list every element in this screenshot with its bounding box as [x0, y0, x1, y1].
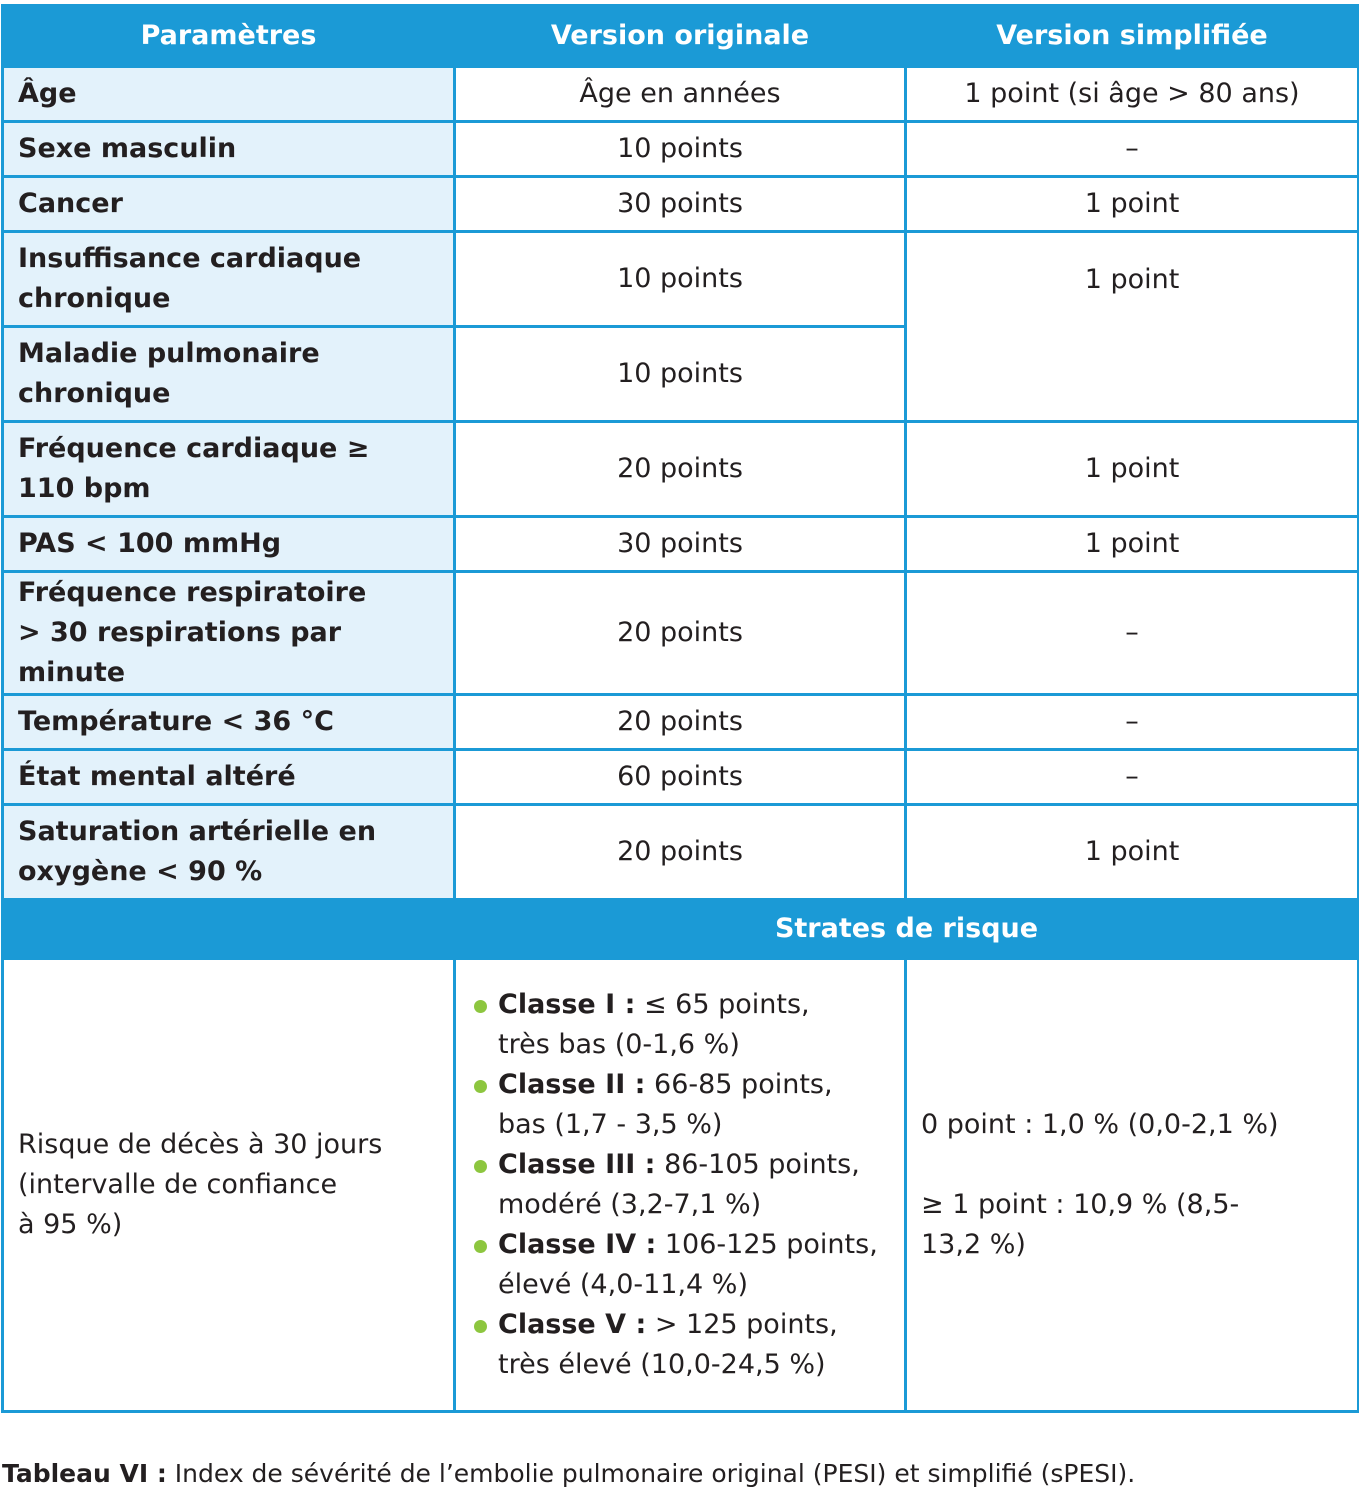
original-cell: 10 points — [455, 327, 906, 422]
table-caption — [2, 1456, 1135, 1492]
param-cell — [3, 805, 455, 900]
simplified-cell: 1 point — [906, 232, 1359, 327]
param-cell — [3, 232, 455, 327]
original-cell: 20 points — [455, 422, 906, 517]
simplified-cell: – — [906, 122, 1359, 177]
simplified-risk-line: 13,2 %) — [921, 1229, 1026, 1260]
class-range: 86-105 points, — [655, 1149, 860, 1180]
table-row — [3, 517, 1359, 572]
table-row — [3, 805, 1359, 900]
param-line: Maladie pulmonaire — [18, 338, 320, 369]
original-cell: 30 points — [455, 517, 906, 572]
risk-classes-cell — [455, 959, 906, 1412]
simplified-cell: 1 point — [906, 177, 1359, 232]
bullet-dot-icon — [474, 1160, 487, 1173]
simplified-cell: 1 point — [906, 422, 1359, 517]
class-name: Classe II : — [498, 1069, 646, 1100]
simplified-cell: 1 point — [906, 805, 1359, 900]
table-header-row — [3, 6, 1359, 67]
original-cell: 30 points — [455, 177, 906, 232]
class-risk: bas (1,7 - 3,5 %) — [498, 1109, 723, 1140]
simplified-cell: – — [906, 695, 1359, 750]
table-row — [3, 572, 1359, 695]
risk-label-cell — [3, 959, 455, 1412]
class-name: Classe IV : — [498, 1229, 657, 1260]
table-row — [3, 122, 1359, 177]
class-range: ≤ 65 points, — [635, 989, 810, 1020]
strata-header: Strates de risque — [455, 900, 1359, 959]
list-item — [470, 1145, 890, 1225]
param-cell: État mental altéré — [3, 750, 455, 805]
param-cell: Âge — [3, 67, 455, 122]
param-line: Fréquence respiratoire — [18, 577, 367, 608]
bullet-dot-icon — [474, 1320, 487, 1333]
strata-header-row — [3, 900, 1359, 959]
param-cell — [3, 422, 455, 517]
param-line: 110 bpm — [18, 473, 151, 504]
class-name: Classe III : — [498, 1149, 656, 1180]
param-cell — [3, 572, 455, 695]
strata-header-empty — [3, 900, 455, 959]
original-cell: 10 points — [455, 122, 906, 177]
simplified-risk-line: ≥ 1 point : 10,9 % (8,5- — [921, 1189, 1240, 1220]
simplified-cell: 1 point (si âge > 80 ans) — [906, 67, 1359, 122]
class-risk: élevé (4,0-11,4 %) — [498, 1269, 749, 1300]
class-range: 106-125 points, — [656, 1229, 878, 1260]
table-row — [3, 327, 1359, 422]
original-cell: 20 points — [455, 805, 906, 900]
class-name: Classe I : — [498, 989, 636, 1020]
original-cell: 20 points — [455, 572, 906, 695]
table-row — [3, 177, 1359, 232]
param-line: Saturation artérielle en — [18, 816, 377, 847]
header-parametres: Paramètres — [3, 6, 455, 67]
param-cell — [3, 327, 455, 422]
simplified-cell-empty — [906, 327, 1359, 422]
list-item — [470, 985, 890, 1065]
header-version-originale: Version originale — [455, 6, 906, 67]
simplified-cell: 1 point — [906, 517, 1359, 572]
simplified-cell: – — [906, 750, 1359, 805]
list-item — [470, 1225, 890, 1305]
caption-label: Tableau VI : — [2, 1459, 167, 1488]
simplified-risk-cell — [906, 959, 1359, 1412]
class-risk: modéré (3,2-7,1 %) — [498, 1189, 762, 1220]
original-cell: Âge en années — [455, 67, 906, 122]
header-version-simplifiee: Version simplifiée — [906, 6, 1359, 67]
caption-text: Index de sévérité de l’embolie pulmonaire original (PESI) et simplifié (sPESI). — [166, 1459, 1136, 1488]
param-line: > 30 respirations par minute — [18, 617, 342, 688]
risk-row — [3, 959, 1359, 1412]
param-line: Insuffisance cardiaque — [18, 243, 362, 274]
param-cell: Cancer — [3, 177, 455, 232]
class-range: 66-85 points, — [645, 1069, 833, 1100]
pesi-table — [1, 4, 1359, 1413]
risk-label-line: (intervalle de confiance — [18, 1169, 338, 1200]
simplified-risk-line: 0 point : 1,0 % (0,0-2,1 %) — [921, 1109, 1279, 1140]
table-row — [3, 67, 1359, 122]
param-cell: Sexe masculin — [3, 122, 455, 177]
original-cell: 10 points — [455, 232, 906, 327]
table-row — [3, 695, 1359, 750]
class-risk: très élevé (10,0-24,5 %) — [498, 1349, 826, 1380]
param-line: chronique — [18, 378, 171, 409]
class-risk: très bas (0-1,6 %) — [498, 1029, 740, 1060]
param-line: oxygène < 90 % — [18, 856, 263, 887]
original-cell: 60 points — [455, 750, 906, 805]
list-item — [470, 1305, 890, 1385]
simplified-cell: – — [906, 572, 1359, 695]
table-row — [3, 750, 1359, 805]
bullet-dot-icon — [474, 1000, 487, 1013]
list-item — [470, 1065, 890, 1145]
risk-label-line: Risque de décès à 30 jours — [18, 1129, 383, 1160]
table-row — [3, 232, 1359, 327]
param-line: Fréquence cardiaque ≥ — [18, 433, 370, 464]
param-cell: Température < 36 °C — [3, 695, 455, 750]
original-cell: 20 points — [455, 695, 906, 750]
param-cell: PAS < 100 mmHg — [3, 517, 455, 572]
bullet-dot-icon — [474, 1080, 487, 1093]
bullet-dot-icon — [474, 1240, 487, 1253]
table-row — [3, 422, 1359, 517]
risk-classes-list — [470, 985, 890, 1385]
risk-label-line: à 95 %) — [18, 1209, 123, 1240]
param-line: chronique — [18, 283, 171, 314]
class-name: Classe V : — [498, 1309, 647, 1340]
class-range: > 125 points, — [646, 1309, 838, 1340]
